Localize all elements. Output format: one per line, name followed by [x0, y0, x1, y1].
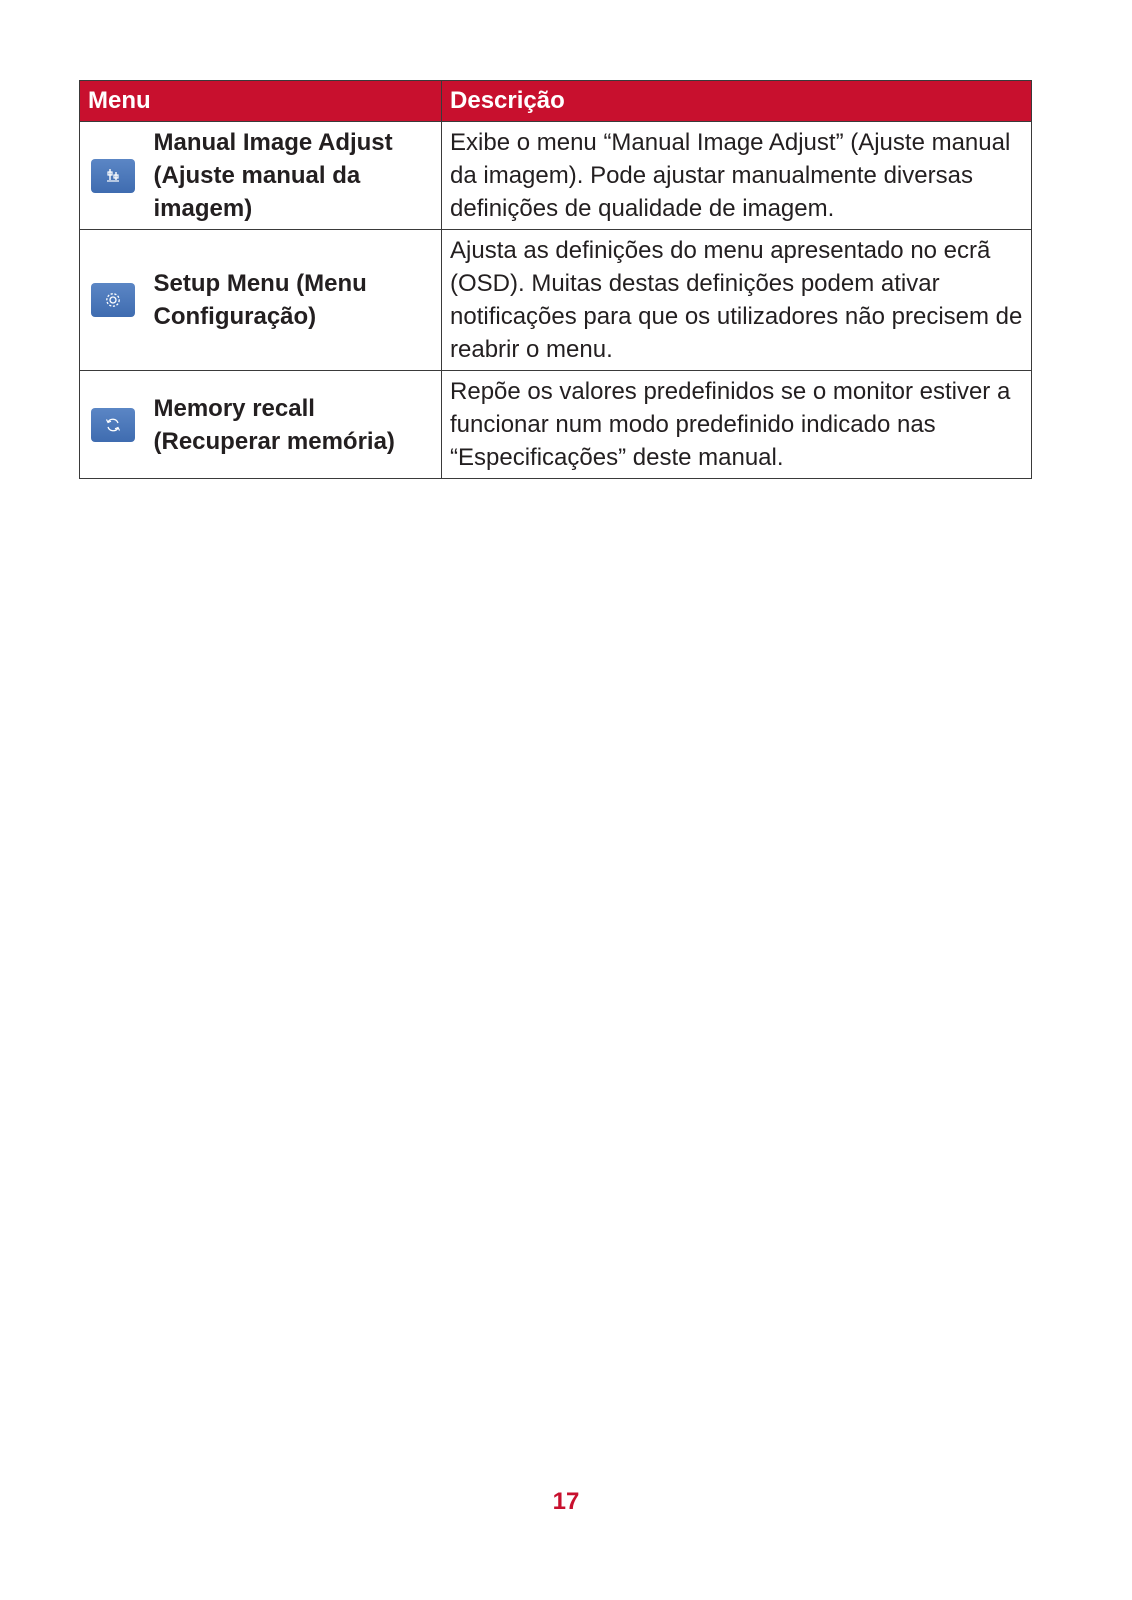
icon-cell [80, 122, 146, 230]
table-row [80, 230, 1032, 371]
menu-item-description: Repõe os valores predefinidos se o monitor estiver a funcionar num modo predefinido indicado nas “Especificações” deste manual. [442, 371, 1032, 479]
menu-item-description: Exibe o menu “Manual Image Adjust” (Ajuste manual da imagem). Pode ajustar manualmente diversas definições de qualidade de imagem. [442, 122, 1032, 230]
refresh-icon [91, 408, 135, 442]
menu-item-name: Memory recall (Recuperar memória) [146, 371, 442, 479]
menu-item-name: Setup Menu (Menu Configuração) [146, 230, 442, 371]
table-row [80, 122, 1032, 230]
menu-table [79, 80, 1032, 479]
menu-item-description: Ajusta as definições do menu apresentado no ecrã (OSD). Muitas destas definições podem ativar notificações para que os utilizadores não precisem de reabrir o menu. [442, 230, 1032, 371]
menu-item-name: Manual Image Adjust (Ajuste manual da imagem) [146, 122, 442, 230]
icon-cell [80, 371, 146, 479]
header-menu: Menu [80, 81, 442, 122]
manual-image-adjust-icon [91, 159, 135, 193]
table-row [80, 371, 1032, 479]
icon-cell [80, 230, 146, 371]
table-header-row [80, 81, 1032, 122]
gear-icon [91, 283, 135, 317]
page-number: 17 [552, 1488, 580, 1515]
header-description: Descrição [442, 81, 1032, 122]
